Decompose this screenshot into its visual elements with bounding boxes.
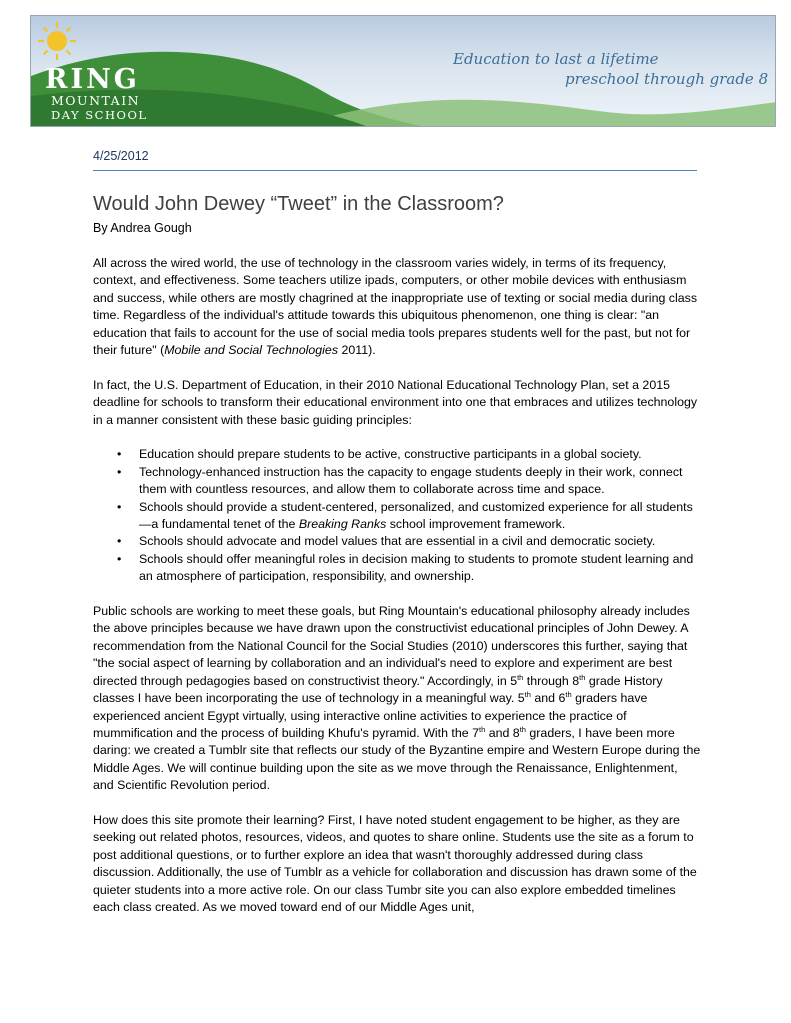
logo-mountain: MOUNTAIN	[51, 93, 141, 108]
paragraph-3-text: graders have experienced ancient Egypt virtually, using interactive online activities to experience the practice of mummification and the process of building Khufu's pyramid. With the 7	[93, 691, 648, 740]
article-byline: By Andrea Gough	[93, 221, 192, 235]
paragraph-1-end: 2011).	[338, 343, 376, 358]
ordinal-sup: th	[524, 690, 531, 700]
list-item: • Education should prepare students to be active, constructive participants in a global society.	[139, 446, 701, 463]
paragraph-3	[93, 603, 701, 794]
paragraph-1-text: All across the wired world, the use of technology in the classroom varies widely, in terms of its frequency, context, and effectiveness. Some teachers utilize ipads, computers, or other mobile devices with enthusiasm and success, while others are mostly chagrined at the inappropriate use of texting or social media during class time. Regardless of the individual's attitude towards this ubiquitous phenomenon, one thing is clear: "an education that fails to account for the use of social media tools prepares students well for the past, but not for their future" (	[93, 256, 698, 358]
ordinal-sup: th	[517, 672, 524, 682]
citation-breaking-ranks: Breaking Ranks	[298, 517, 387, 532]
article-title: Would John Dewey “Tweet” in the Classroom?	[93, 193, 504, 215]
list-item: • Schools should offer meaningful roles in decision making to students to promote student learning and an atmosphere of participation, responsibility, and ownership.	[139, 551, 701, 586]
list-item: • Technology-enhanced instruction has the capacity to engage students deeply in their work, connect them with countless resources, and allow them to collaborate across time and space.	[139, 464, 701, 499]
ordinal-sup: th	[478, 724, 486, 734]
header-banner	[30, 15, 776, 127]
paragraph-3-text: through 8	[523, 673, 580, 688]
list-item	[139, 499, 701, 534]
tagline-line2: preschool through grade 8	[565, 70, 769, 88]
tagline-line1: Education to last a lifetime	[453, 50, 659, 68]
logo-day-school: DAY SCHOOL	[51, 108, 148, 122]
paragraph-3-text: and 6	[530, 691, 566, 706]
ordinal-sup: th	[565, 690, 572, 700]
paragraph-3-text: graders, I have been more daring: we created a Tumblr site that reflects our study of the Byzantine empire and Western Europe during the Middle Ages. We will continue building upon the site as we move through the Renaissance, Enlightenment, and Scientific Revolution period.	[93, 725, 701, 793]
paragraph-3-text: Public schools are working to meet these goals, but Ring Mountain's educational philosophy already includes the above principles because we have drawn upon the constructivist educational principles of John Dewey. A recommendation from the National Council for the Social Studies (2010) underscores this further, saying that "the social aspect of learning by collaboration and an individual's need to explore and experiment are best directed through pedagogies based on constructivist theory." Accordingly, in 5	[93, 604, 690, 688]
paragraph-1	[93, 255, 701, 359]
citation-mobile-social: Mobile and Social Technologies	[164, 343, 339, 358]
article-date: 4/25/2012	[93, 149, 149, 163]
paragraph-3-text: and 8	[485, 725, 520, 740]
list-item: • Schools should advocate and model values that are essential in a civil and democratic society.	[139, 533, 701, 550]
article-body	[93, 255, 701, 934]
paragraph-2: In fact, the U.S. Department of Education, in their 2010 National Educational Technology Plan, set a 2015 deadline for schools to transform their educational environment into one that embraces and utilizes technology in a manner consistent with these basic guiding principles:	[93, 377, 698, 427]
paragraph-4: How does this site promote their learning? First, I have noted student engagement to be higher, as they are seeking out related photos, resources, videos, and quotes to share online. Students use the site as a forum to post additional questions, or to further explore an idea that wasn't thoroughly addressed during class discussion. Additionally, the use of Tumblr as a vehicle for collaboration and discussion has drawn some of the quieter students into a more active role. On our class Tumbr site you can also explore embedded timelines each class created. As we moved toward end of our Middle Ages unit,	[93, 812, 697, 914]
date-divider	[93, 170, 697, 171]
sun-icon	[37, 21, 77, 61]
ordinal-sup: th	[519, 724, 526, 734]
ordinal-sup: th	[579, 672, 586, 682]
list-item-text: Schools should provide a student-centered, personalized, and customized experience for all students—a fundamental tenet of the	[139, 499, 693, 532]
paragraph-3-text: grade History classes I have been incorporating the use of technology in a meaningful way. 5	[93, 673, 663, 706]
list-item-end: school improvement framework.	[386, 517, 566, 532]
principles-list	[93, 446, 701, 585]
logo-ring: RING	[45, 64, 140, 95]
